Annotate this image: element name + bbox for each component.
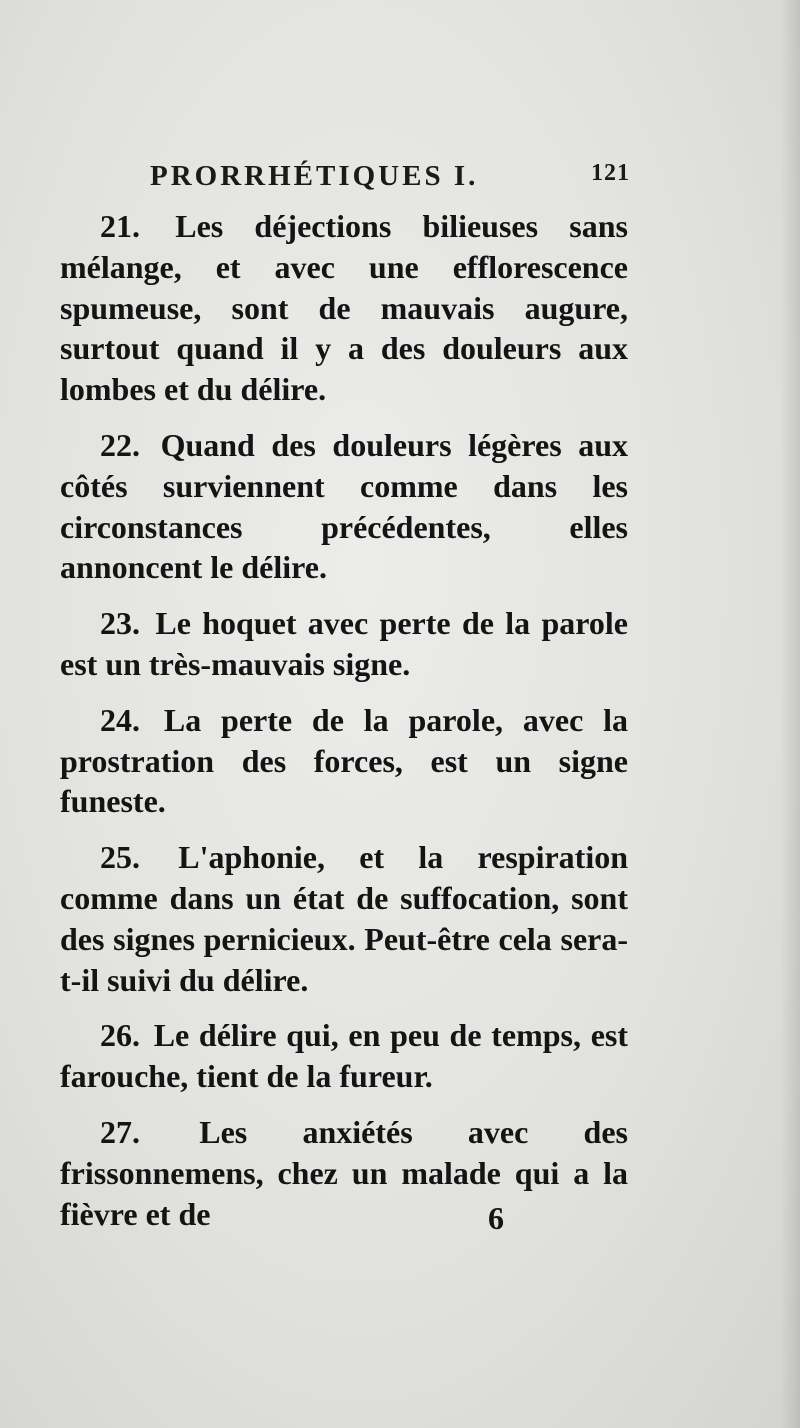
aphorism-number: 27. bbox=[100, 1113, 140, 1150]
aphorism-26 bbox=[60, 1015, 628, 1097]
page-number: 121 bbox=[591, 160, 630, 186]
aphorism-text: L'aphonie, et la respiration comme dans un état de suffocation, sont des signes pernicieux. Peut-être cela sera-t-il suivi du délire. bbox=[60, 839, 629, 998]
aphorism-text: Les anxiétés avec des frissonnemens, chez un malade qui a la fièvre et de bbox=[60, 1113, 628, 1232]
aphorism-number: 23. bbox=[100, 605, 140, 642]
aphorism-27 bbox=[60, 1112, 628, 1234]
aphorism-21 bbox=[60, 206, 628, 410]
aphorism-number: 22. bbox=[100, 426, 140, 463]
aphorism-number: 24. bbox=[100, 701, 140, 738]
body-text bbox=[60, 206, 628, 1249]
aphorism-22 bbox=[60, 425, 628, 588]
aphorism-25 bbox=[60, 837, 628, 1000]
aphorism-text: Quand des douleurs légères aux côtés surviennent comme dans les circonstances précédentes, elles annoncent le délire. bbox=[60, 426, 629, 586]
aphorism-number: 26. bbox=[100, 1017, 140, 1054]
aphorism-text: Les déjections bilieuses sans mélange, et avec une efflorescence spumeuse, sont de mauvais augure, surtout quand il y a des douleurs aux lombes et du délire. bbox=[60, 208, 629, 408]
aphorism-24 bbox=[60, 700, 628, 822]
aphorism-23 bbox=[60, 603, 628, 685]
aphorism-number: 21. bbox=[100, 208, 140, 244]
page-edge-shadow bbox=[780, 0, 800, 1428]
running-head bbox=[150, 160, 630, 200]
signature-mark: 6 bbox=[488, 1200, 504, 1236]
running-head-title: PRORRHÉTIQUES I. bbox=[150, 160, 479, 192]
aphorism-number: 25. bbox=[100, 839, 140, 876]
aphorism-text: La perte de la parole, avec la prostration des forces, est un signe funeste. bbox=[60, 701, 629, 820]
aphorism-text: Le hoquet avec perte de la parole est un très-mauvais signe. bbox=[60, 605, 629, 682]
aphorism-text: Le délire qui, en peu de temps, est farouche, tient de la fureur. bbox=[60, 1017, 629, 1095]
